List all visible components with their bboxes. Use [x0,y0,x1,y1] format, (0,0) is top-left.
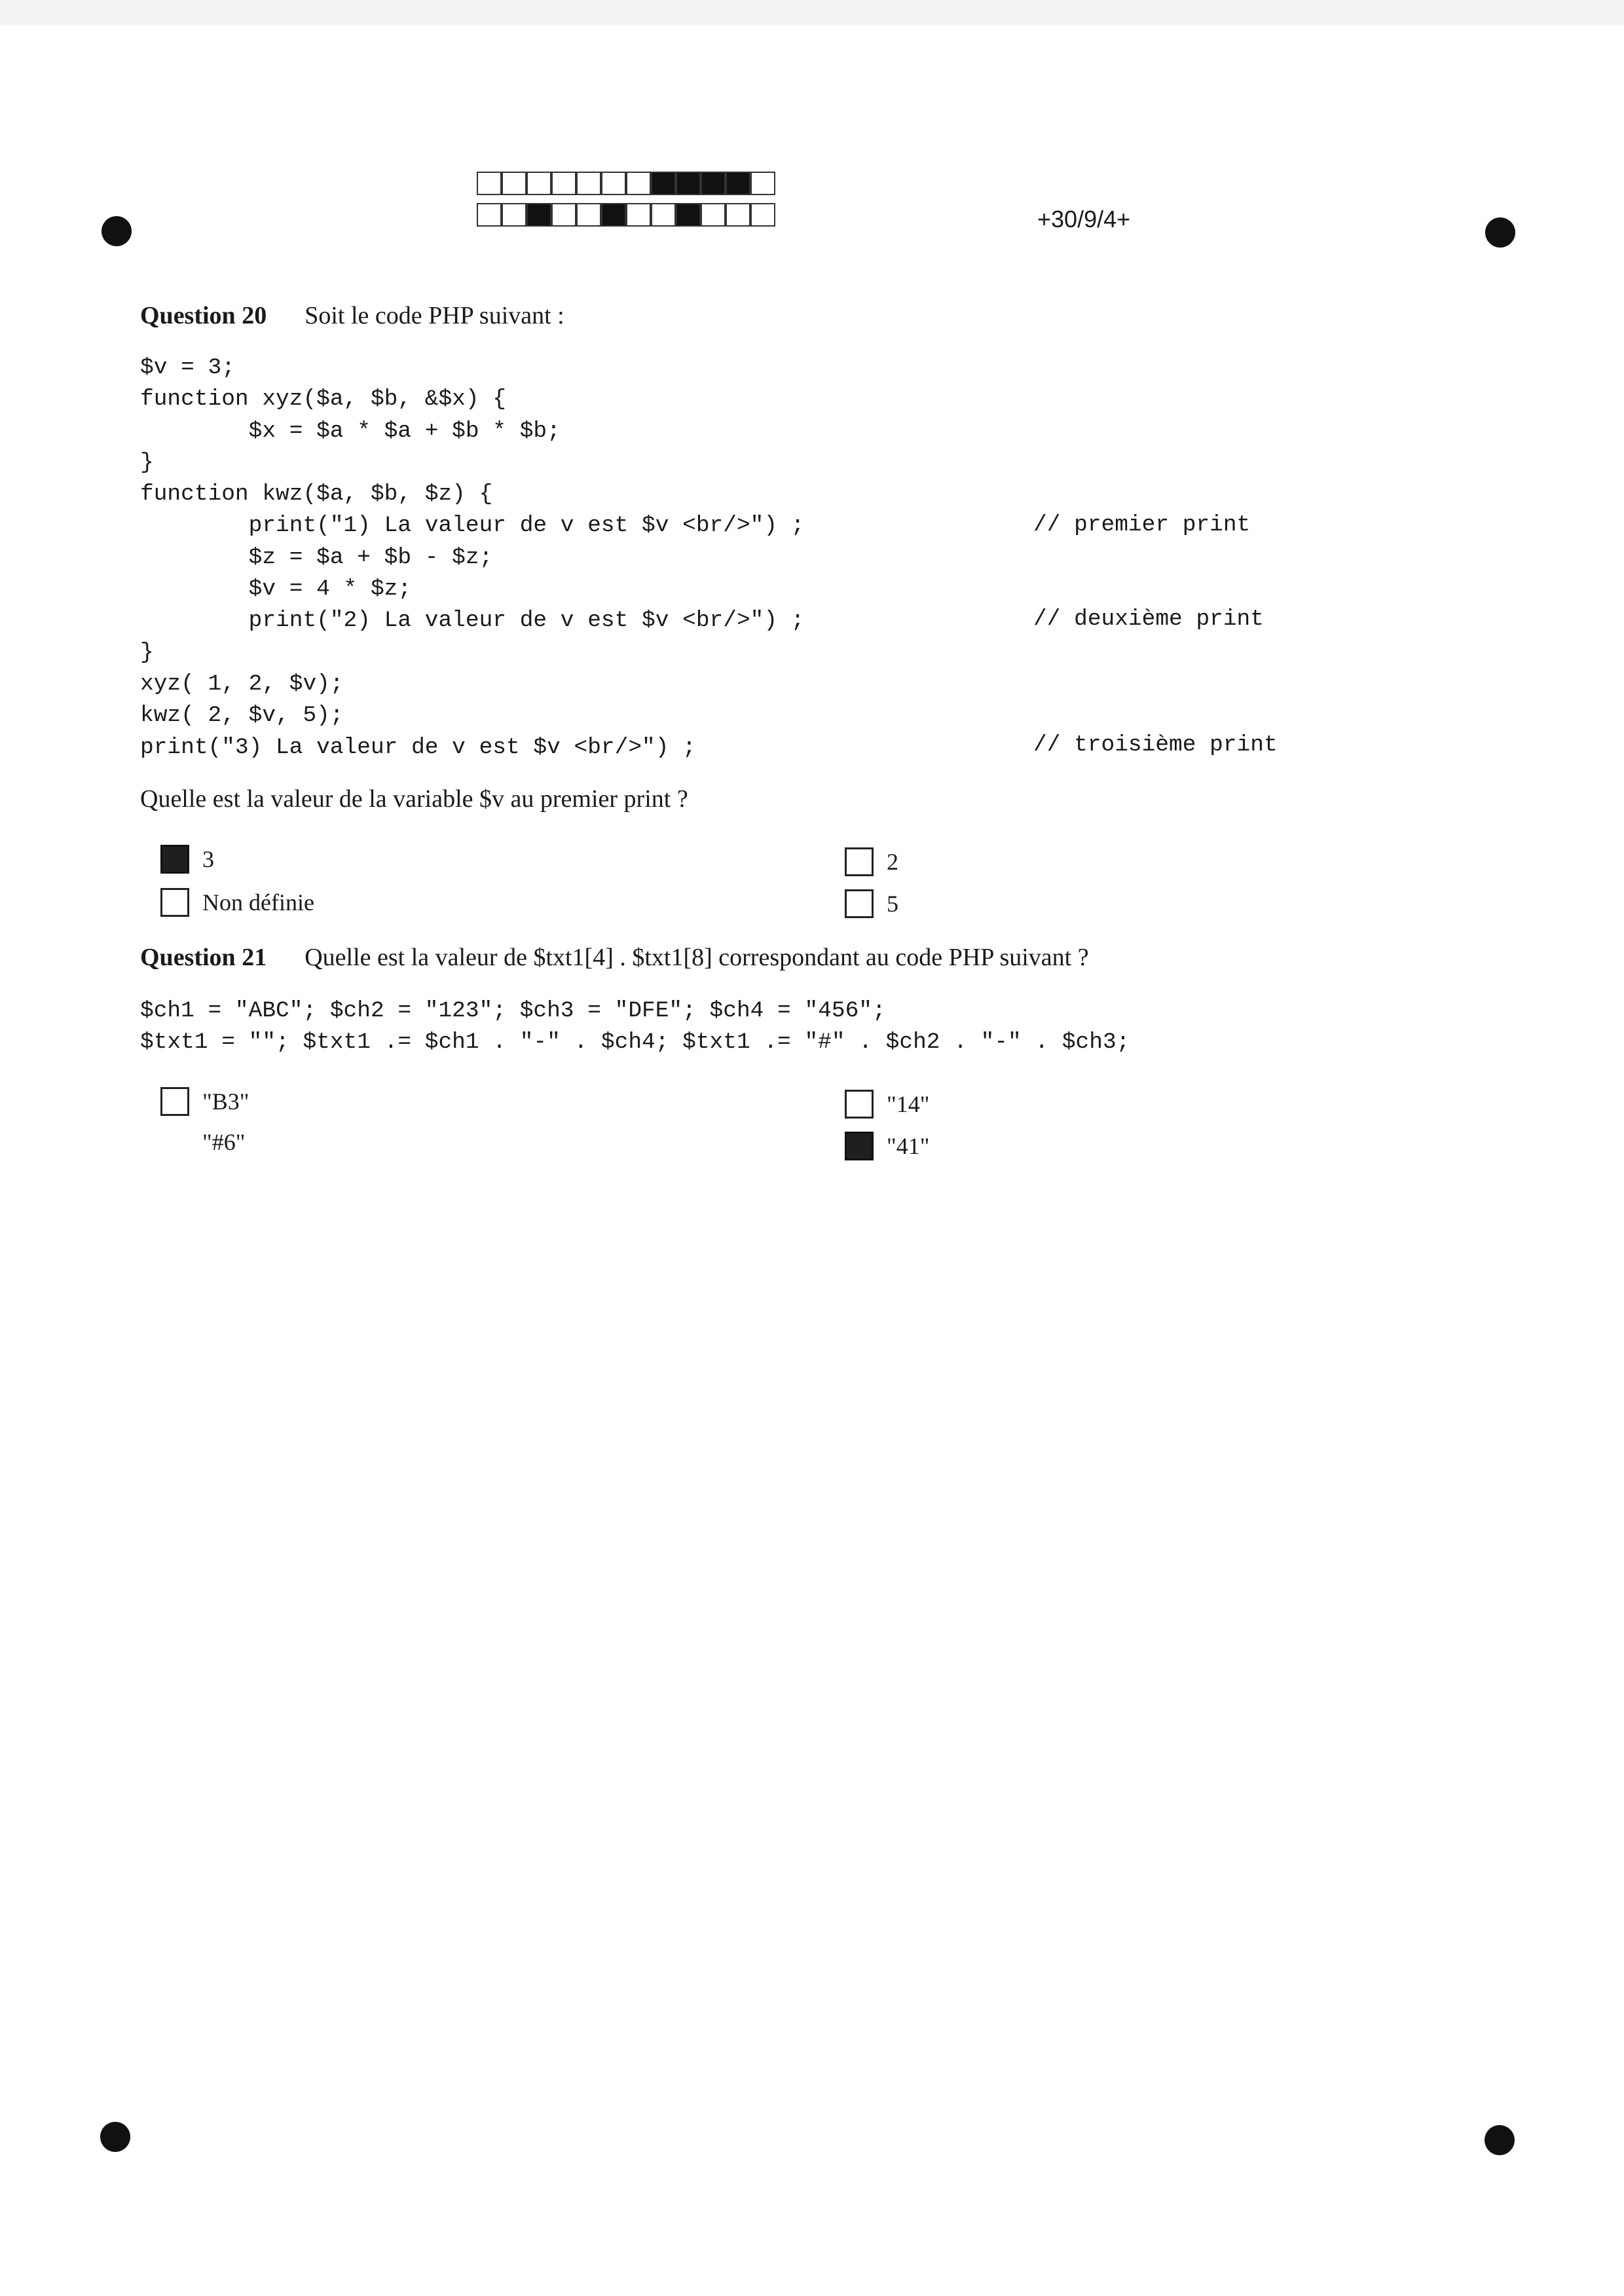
q20-option-2[interactable] [845,847,898,876]
barcode-cell [502,203,526,227]
q21-option-41[interactable] [845,1132,929,1160]
code-comment-premier-print: // premier print [1033,512,1251,538]
barcode-cell [676,203,701,227]
q21-option-41-checkbox[interactable] [845,1132,874,1160]
q20-option-2-label: 2 [887,849,898,875]
barcode-cell [726,172,750,195]
code-comment-troisieme-print: // troisième print [1033,732,1278,758]
q21-option-hash6-label: "#6" [202,1129,246,1155]
question-21-code-block [140,995,1130,1059]
barcode-cell [576,203,601,227]
q21-option-hash6-checkbox[interactable] [160,1128,189,1157]
barcode-cell [551,203,576,227]
barcode-cell [726,203,750,227]
question-21-statement: Quelle est la valeur de $txt1[4] . $txt1[8] correspondant au code PHP suivant ? [304,944,1089,971]
page-id-label: +30/9/4+ [1037,206,1131,232]
question-20-prompt: Quelle est la valeur de la variable $v au premier print ? [140,785,688,813]
code-line: print("2) La valeur de v est $v <br/>") ; [140,608,805,634]
barcode-cell [626,203,651,227]
q20-option-3-checkbox[interactable] [160,845,189,874]
registration-mark-bottom-left [100,2122,130,2152]
q20-option-non-definie[interactable] [160,888,314,917]
q21-option-b3[interactable] [160,1087,249,1116]
q21-option-hash6[interactable] [160,1128,245,1157]
barcode-cell [477,203,502,227]
barcode-cell [601,172,626,195]
code-line: } [140,639,154,665]
question-21-number: Question 21 [140,944,267,971]
scan-top-band [0,0,1624,25]
barcode-cell [526,172,551,195]
code-line: $z = $a + $b - $z; [140,544,493,570]
q21-option-14[interactable] [845,1090,929,1119]
code-comment-deuxieme-print: // deuxième print [1033,606,1264,632]
code-line: $v = 4 * $z; [140,576,412,602]
barcode-cell [502,172,526,195]
barcode-cell [676,172,701,195]
q20-option-3[interactable] [160,845,214,874]
barcode-cell [701,203,726,227]
code-line: $v = 3; [140,355,235,380]
code-line: print("3) La valeur de v est $v <br/>") ; [140,734,696,760]
barcode-cell [651,172,676,195]
code-line: $txt1 = ""; $txt1 .= $ch1 . "-" . $ch4; $txt1 .= "#" . $ch2 . "-" . $ch3; [140,1029,1130,1056]
q20-option-non-definie-checkbox[interactable] [160,888,189,917]
code-line: function kwz($a, $b, $z) { [140,481,493,508]
registration-mark-top-left [101,216,132,246]
page-barcode-row-2 [477,203,775,227]
barcode-cell [701,172,726,195]
page-barcode-row-1 [477,172,775,195]
code-line: $ch1 = "ABC"; $ch2 = "123"; $ch3 = "DFE"; $ch4 = "456"; [140,998,886,1024]
code-line: $x = $a * $a + $b * $b; [140,418,561,444]
q21-option-14-label: "14" [887,1091,930,1117]
question-20-header [140,301,564,330]
barcode-cell [651,203,676,227]
q20-option-3-label: 3 [202,846,214,872]
barcode-cell [576,172,601,195]
code-line: xyz( 1, 2, $v); [140,671,344,697]
q21-option-41-label: "41" [887,1133,930,1159]
barcode-cell [551,172,576,195]
question-20-statement: Soit le code PHP suivant : [304,302,564,329]
question-20-number: Question 20 [140,302,267,329]
q21-option-14-checkbox[interactable] [845,1090,874,1119]
q20-option-5-label: 5 [887,891,898,917]
q20-option-non-definie-label: Non définie [202,889,314,916]
q20-option-5[interactable] [845,889,898,918]
barcode-cell [750,203,775,227]
code-line: kwz( 2, $v, 5); [140,703,344,729]
barcode-cell [626,172,651,195]
q21-option-b3-label: "B3" [202,1088,249,1115]
barcode-cell [477,172,502,195]
registration-mark-bottom-right [1485,2125,1515,2155]
q20-option-2-checkbox[interactable] [845,847,874,876]
q21-option-b3-checkbox[interactable] [160,1087,189,1116]
q20-option-5-checkbox[interactable] [845,889,874,918]
code-line: } [140,449,154,475]
barcode-cell [601,203,626,227]
code-line: print("1) La valeur de v est $v <br/>") ; [140,513,805,539]
question-20-code-block [140,352,804,764]
code-line: function xyz($a, $b, &$x) { [140,386,506,413]
barcode-cell [526,203,551,227]
barcode-cell [750,172,775,195]
registration-mark-top-right [1485,217,1515,248]
question-21-header [140,943,1089,972]
